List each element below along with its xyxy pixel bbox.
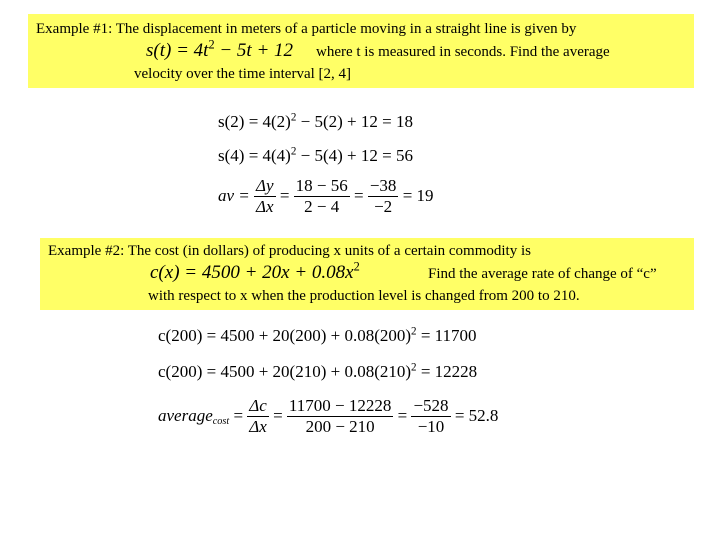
- example2-eq2: $c(200) = 4500 + 20(210) + 0.08(210)^2 = 12228$: [158, 361, 478, 381]
- example2-formula-tail: Find the average rate of change of “c”: [428, 266, 657, 282]
- example1-eq1: $s(2) = 4(2)^2 - 5(2) + 12 = 18$: [218, 111, 413, 131]
- example1-line3: velocity over the time interval [2, 4]: [134, 66, 352, 82]
- example1-eq2: $s(4) = 4(4)^2 - 5(4) + 12 = 56$: [218, 145, 413, 165]
- example1-formula-tail: where t is measured in seconds. Find the average: [316, 44, 610, 60]
- example2-box: [40, 238, 694, 310]
- example1-eq3: av = $\frac{\Delta y}{\Delta x}$ = $\frac{18 - 56}{2 - 4}$ = $\frac{-38}{-2}$ = 19: [218, 176, 434, 216]
- example1-intro: Example #1: The displacement in meters of a particle moving in a straight line is given by: [36, 21, 577, 37]
- example2-line3: with respect to x when the production level is changed from 200 to 210.: [148, 288, 580, 304]
- example2-eq3: average$_{cost}$ = $\frac{\Delta c}{\Delta x}$ = $\frac{11700 - 12228}{200 - 210}$ = $\frac{-528}{-10}$ = 52.8: [158, 396, 499, 436]
- example2-intro: Example #2: The cost (in dollars) of producing x units of a certain commodity is: [48, 243, 531, 259]
- example1-box: [28, 14, 694, 88]
- example2-formula: $c(x) = 4500 + 20x + 0.08x^2$: [150, 259, 360, 283]
- example2-eq1: $c(200) = 4500 + 20(200) + 0.08(200)^2 = 11700$: [158, 325, 477, 345]
- example1-formula: $s(t) = 4t^2 - 5t + 12$: [146, 37, 294, 61]
